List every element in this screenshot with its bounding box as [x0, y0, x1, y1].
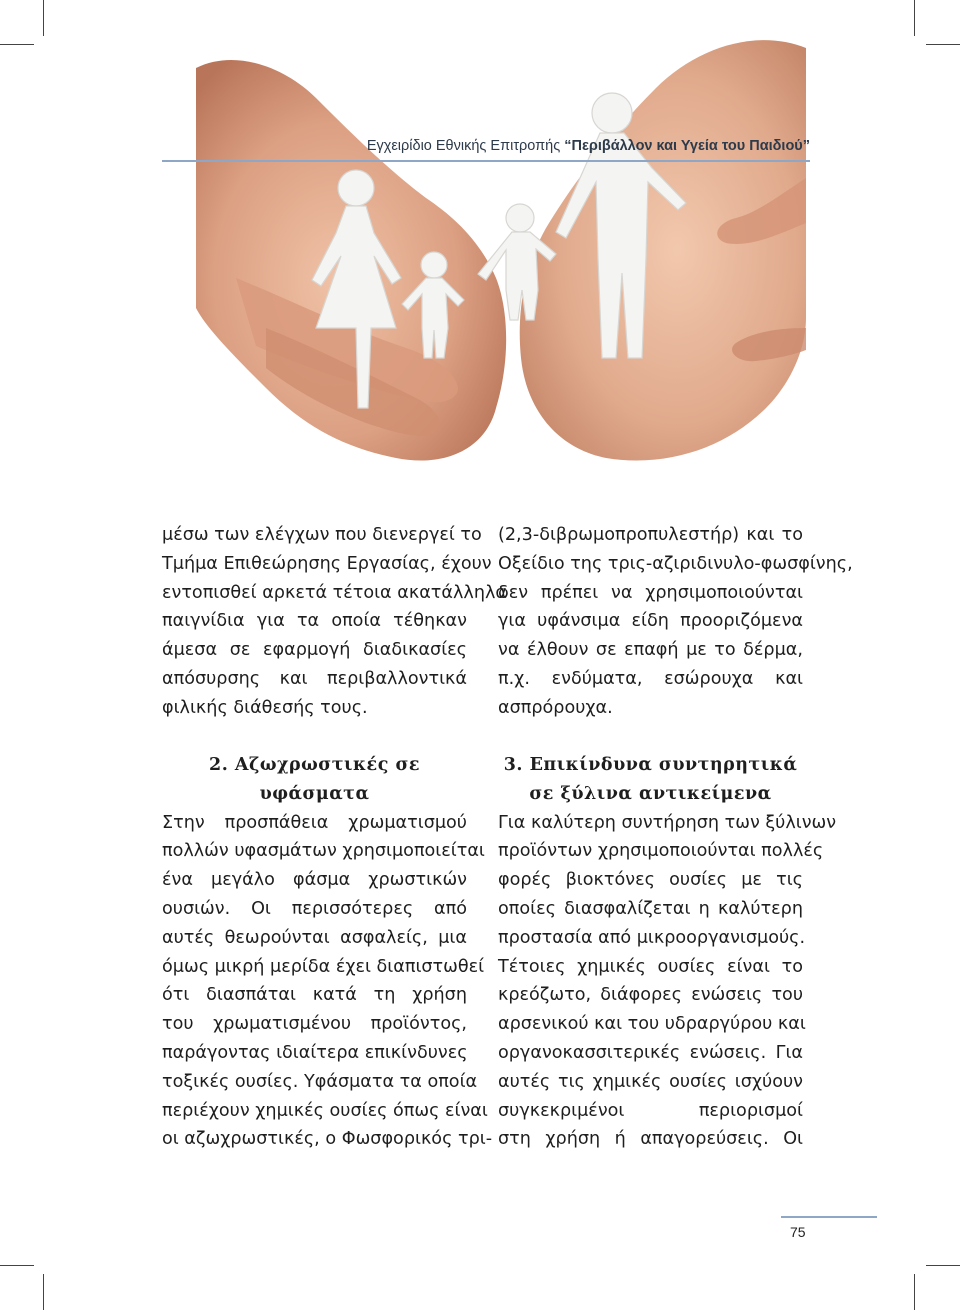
text-line: άμεσα σε εφαρμογή διαδικασίες: [162, 640, 467, 661]
left-section: [162, 751, 493, 1154]
text-line: αυτές θεωρούνται ασφαλείς, μια: [162, 927, 467, 948]
text-line: Οξείδιο της τρις-αζιριδινυλο-φωσφίνης,: [498, 553, 853, 574]
text-line: όμως μικρή μερίδα έχει διαπιστωθεί: [162, 956, 485, 977]
text-line: ουσιών. Οι περισσότερες από: [162, 898, 467, 919]
text-line: ένα μεγάλο φάσμα χρωστικών: [162, 870, 467, 891]
text-line: στη χρήση ή απαγορεύσεις. Οι: [498, 1129, 803, 1150]
crop-mark: [43, 1274, 44, 1310]
text-line: Στην προσπάθεια χρωματισμού: [162, 812, 467, 833]
text-line: οργανοκασσιτερικές ενώσεις. Για: [498, 1042, 803, 1063]
text-line: κρεόζωτο, διάφορες ενώσεις του: [498, 985, 803, 1006]
text-line: π.χ. ενδύματα, εσώρουχα και: [498, 668, 803, 689]
text-line: αρσενικού και του υδραργύρου και: [498, 1014, 806, 1035]
crop-mark: [0, 1265, 34, 1266]
text-line: απόσυρσης και περιβαλλοντικά: [162, 668, 467, 689]
right-section: [498, 751, 837, 1154]
text-line: αυτές τις χημικές ουσίες ισχύουν: [498, 1071, 803, 1092]
crop-mark: [926, 44, 960, 45]
section-heading-2: [162, 751, 467, 809]
running-header: [162, 138, 810, 154]
text-line: φιλικής διάθεσής τους.: [162, 697, 368, 718]
left-section-paragraph: [162, 809, 493, 1155]
crop-mark: [914, 1274, 915, 1310]
text-line: τοξικές ουσίες. Υφάσματα τα οποία: [162, 1071, 478, 1092]
left-intro-paragraph: [162, 521, 507, 723]
text-line: προϊόντων χρησιμοποιούνται πολλές: [498, 841, 824, 862]
header-prefix: Εγχειρίδιο Εθνικής Επιτροπής: [366, 138, 561, 154]
crop-mark: [0, 44, 34, 45]
text-line: μέσω των ελέγχων που διενεργεί το: [162, 525, 482, 545]
footer-rule: [781, 1216, 877, 1218]
crop-mark: [43, 0, 44, 36]
right-section-paragraph: [498, 809, 837, 1155]
text-line: να έλθουν σε επαφή με το δέρμα,: [498, 640, 803, 661]
left-column: [162, 521, 507, 723]
section-heading-line: υφάσματα: [259, 783, 370, 804]
text-line: (2,3-διβρωμοπροπυλεστήρ) και το: [498, 525, 803, 545]
text-line: παιγνίδια για τα οποία τέθηκαν: [162, 611, 467, 632]
section-heading-3: [498, 751, 803, 809]
text-line: ότι διασπάται κατά τη χρήση: [162, 985, 467, 1006]
section-heading-line: 3. Επικίνδυνα συντηρητικά: [503, 755, 798, 775]
text-line: εντοπισθεί αρκετά τέτοια ακατάλληλα: [162, 582, 507, 603]
text-line: φορές βιοκτόνες ουσίες με τις: [498, 870, 803, 891]
paper-family-in-hands-icon: [196, 28, 806, 473]
right-intro-paragraph: [498, 521, 853, 723]
right-column: [498, 521, 853, 723]
header-title: “Περιβάλλον και Υγεία του Παιδιού”: [564, 138, 810, 154]
crop-mark: [914, 0, 915, 36]
page-number: 75: [790, 1224, 806, 1240]
text-line: πολλών υφασμάτων χρησιμοποιείται: [162, 841, 485, 862]
section-heading-line: 2. Αζωχρωστικές σε: [209, 755, 420, 775]
section-heading-line: σε ξύλινα αντικείμενα: [529, 783, 772, 804]
text-line: προστασία από μικροοργανισμούς.: [498, 927, 806, 948]
text-line: δεν πρέπει να χρησιμοποιούνται: [498, 582, 803, 603]
text-line: συγκεκριμένοι περιορισμοί: [498, 1100, 803, 1121]
text-line: Τέτοιες χημικές ουσίες είναι το: [498, 956, 803, 977]
crop-mark: [926, 1265, 960, 1266]
text-line: ασπρόρουχα.: [498, 697, 613, 718]
text-line: για υφάνσιμα είδη προοριζόμενα: [498, 611, 803, 632]
text-line: Για καλύτερη συντήρηση των ξύλινων: [498, 812, 837, 833]
text-line: παράγοντας ιδιαίτερα επικίνδυνες: [162, 1042, 468, 1063]
text-line: του χρωματισμένου προϊόντος,: [162, 1014, 467, 1035]
text-line: Τμήμα Επιθεώρησης Εργασίας, έχουν: [162, 553, 492, 574]
header-rule: [162, 160, 810, 162]
text-line: περιέχουν χημικές ουσίες όπως είναι: [162, 1100, 488, 1121]
text-line: οι αζωχρωστικές, ο Φωσφορικός τρι-: [162, 1129, 493, 1150]
text-line: οποίες διασφαλίζεται η καλύτερη: [498, 898, 803, 919]
